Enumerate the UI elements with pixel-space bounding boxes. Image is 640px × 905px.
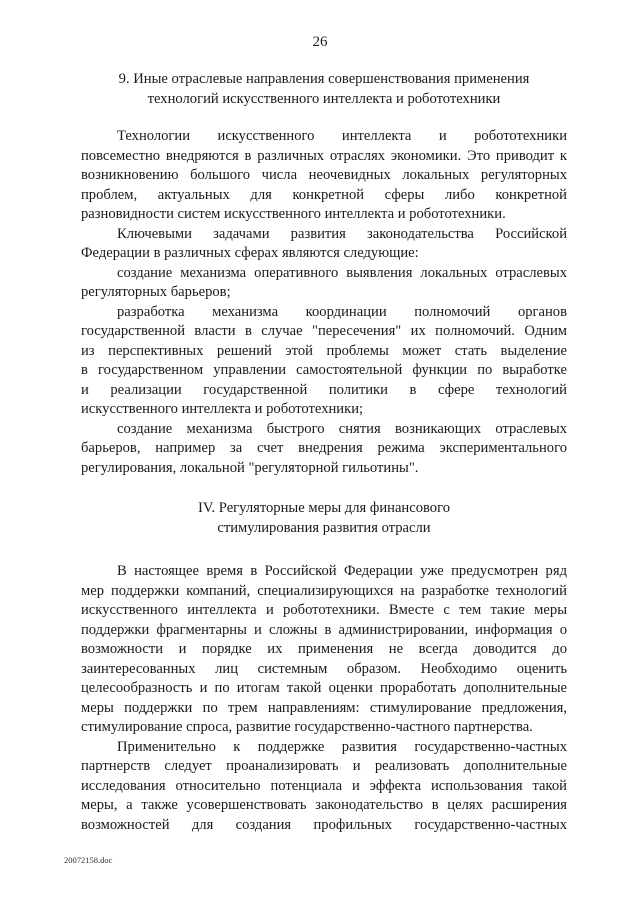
- text-line: Технологии искусственного интеллекта и робототехники: [117, 128, 567, 144]
- document-filename-footer: 20072158.doc: [64, 855, 113, 865]
- text-line: проблем, актуальных для конкретной сферы либо конкретной: [81, 186, 567, 203]
- text-line: разработка механизма координации полномочий органов: [117, 303, 567, 320]
- text-line: создание механизма быстрого снятия возникающих отраслевых: [117, 420, 567, 437]
- heading-line: стимулирования развития отрасли: [217, 519, 431, 536]
- text-line: исследования относительно потенциала и эффекта использования такой: [81, 777, 567, 794]
- text-line: меры поддержки по трем направлениям: стимулирование предложения,: [81, 699, 567, 716]
- heading-line: технологий искусственного интеллекта и робототехники: [147, 90, 501, 107]
- text-line: регулирования, локальной "регуляторной гильотины".: [81, 459, 419, 476]
- text-line: и реализации государственной политики в сфере технологий: [81, 381, 567, 398]
- heading-line: 9. Иные отраслевые направления совершенствования применения: [118, 71, 530, 87]
- text-line: целесообразность и по итогам такой оценки проработать дополнительные: [81, 680, 567, 696]
- text-line: из перспективных решений этой проблемы может стать выделение: [81, 342, 567, 359]
- text-line: в государственном управлении самостоятельной функции по выработке: [81, 362, 567, 378]
- text-line: партнерств следует проанализировать и реализовать дополнительные: [81, 758, 567, 774]
- text-line: возможности и порядке их применения не всегда доводится до: [81, 641, 567, 657]
- text-line: Федерации в различных сферах являются следующие:: [81, 245, 419, 261]
- paragraph: [81, 738, 567, 836]
- paragraph: [81, 225, 567, 264]
- text-line: регуляторных барьеров;: [81, 284, 231, 300]
- text-line: поддержки фрагментарны и сложны в администрировании, информация о: [81, 621, 567, 638]
- text-line: стимулирование спроса, развитие государственно-частного партнерства.: [81, 719, 533, 735]
- paragraph: [81, 127, 567, 225]
- text-line: В настоящее время в Российской Федерации уже предусмотрен ряд: [117, 563, 567, 579]
- text-line: возникновению большого числа неочевидных локальных регуляторных: [81, 167, 567, 183]
- text-line: барьеров, например за счет внедрения режима экспериментального: [81, 440, 567, 456]
- section-iv-heading: [81, 499, 567, 538]
- list-item: [81, 264, 567, 303]
- page-content: [81, 70, 567, 835]
- text-line: разновидности систем искусственного интеллекта и робототехники.: [81, 206, 506, 222]
- list-item: [81, 303, 567, 420]
- text-line: меры, а также усовершенствовать законодательство в целях расширения: [81, 797, 567, 813]
- text-line: Ключевыми задачами развития законодательства Российской: [117, 225, 567, 242]
- text-line: искусственного интеллекта и робототехники;: [81, 401, 364, 417]
- text-line: государственной власти в случае "пересечения" их полномочий. Одним: [81, 323, 567, 339]
- text-line: Применительно к поддержке развития государственно-частных: [117, 738, 567, 755]
- heading-line: IV. Регуляторные меры для финансового: [197, 500, 451, 516]
- text-line: мер поддержки компаний, специализирующихся на разработке технологий: [81, 582, 567, 599]
- text-line: возможностей для создания профильных государственно-частных: [81, 816, 567, 833]
- page-number: 26: [312, 34, 328, 50]
- text-line: создание механизма оперативного выявления локальных отраслевых: [117, 264, 567, 281]
- text-line: повсеместно внедряются в различных отраслях экономики. Это приводит к: [81, 147, 567, 164]
- text-line: заинтересованных лиц системным образом. Необходимо оценить: [81, 660, 567, 677]
- section-9-heading: [81, 70, 567, 109]
- paragraph: [81, 562, 567, 738]
- text-line: искусственного интеллекта и робототехники. Вместе с тем такие меры: [81, 602, 567, 618]
- list-item: [81, 420, 567, 479]
